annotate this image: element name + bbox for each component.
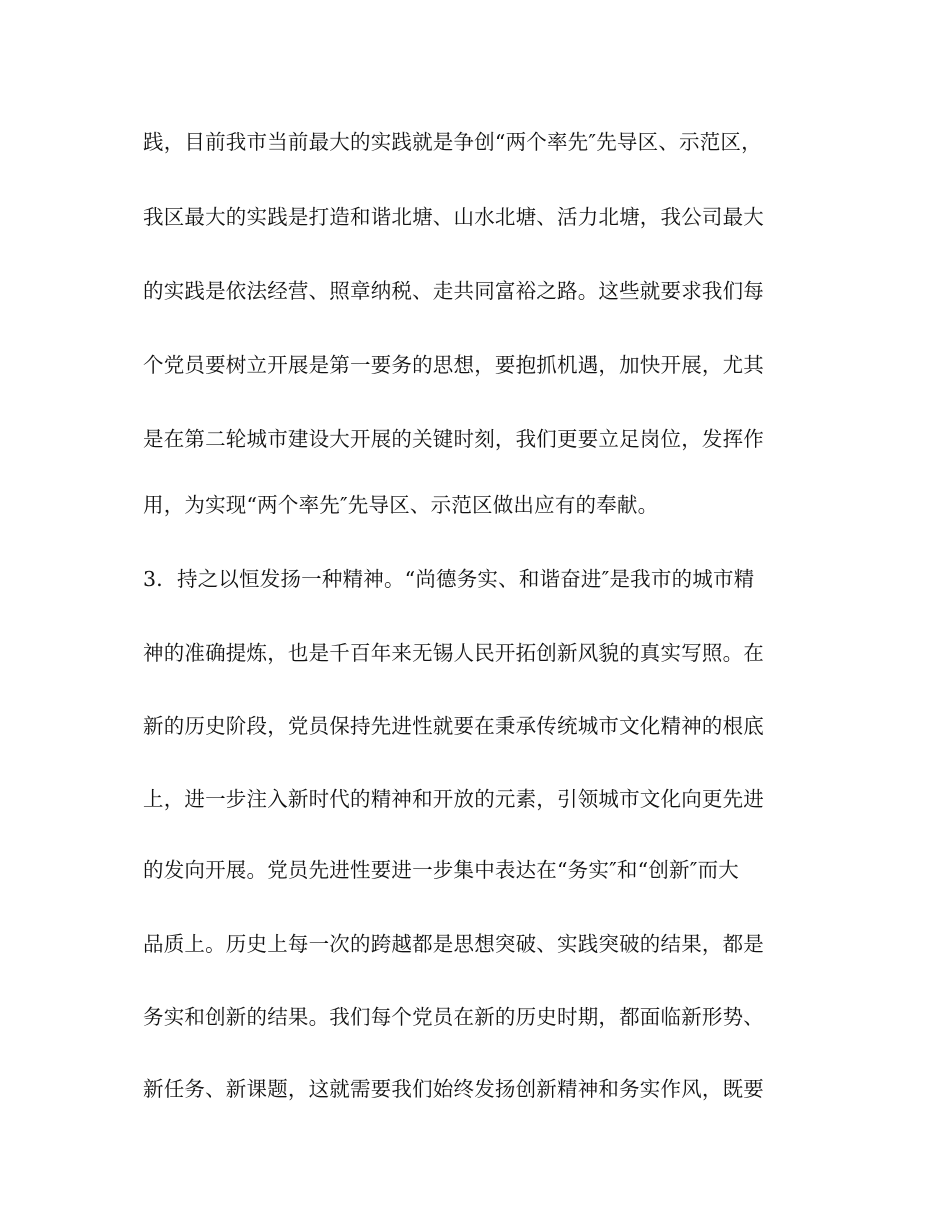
paragraph-line: 神的准确提炼，也是千百年来无锡人民开拓创新风貌的真实写照。在 — [143, 641, 764, 665]
paragraph-line: 践，目前我市当前最大的实践就是争创“两个率先″先导区、示范区， — [143, 130, 762, 154]
paragraph-line: 的实践是依法经营、照章纳税、走共同富裕之路。这些就要求我们每 — [143, 279, 764, 303]
paragraph-line: 用，为实现“两个率先″先导区、示范区做出应有的奉献。 — [143, 493, 659, 517]
paragraph-line: 上，进一步注入新时代的精神和开放的元素，引领城市文化向更先进 — [143, 787, 764, 811]
paragraph-line: 个党员要树立开展是第一要务的思想，要抱抓机遇，加快开展，尤其 — [143, 353, 764, 377]
paragraph-line: 3．持之以恒发扬一种精神。“尚德务实、和谐奋进″是我市的城市精 — [143, 567, 755, 591]
paragraph-line: 是在第二轮城市建设大开展的关键时刻，我们更要立足岗位，发挥作 — [143, 427, 764, 451]
paragraph-line: 新的历史阶段，党员保持先进性就要在秉承传统城市文化精神的根底 — [143, 714, 764, 738]
paragraph-line: 的发向开展。党员先进性要进一步集中表达在“务实″和“创新″而大 — [143, 858, 739, 882]
paragraph-line: 新任务、新课题，这就需要我们始终发扬创新精神和务实作风，既要 — [143, 1077, 764, 1101]
paragraph-line: 品质上。历史上每一次的跨越都是思想突破、实践突破的结果，都是 — [143, 932, 764, 956]
paragraph-line: 务实和创新的结果。我们每个党员在新的历史时期，都面临新形势、 — [143, 1005, 764, 1029]
paragraph-line: 我区最大的实践是打造和谐北塘、山水北塘、活力北塘，我公司最大 — [143, 205, 764, 229]
